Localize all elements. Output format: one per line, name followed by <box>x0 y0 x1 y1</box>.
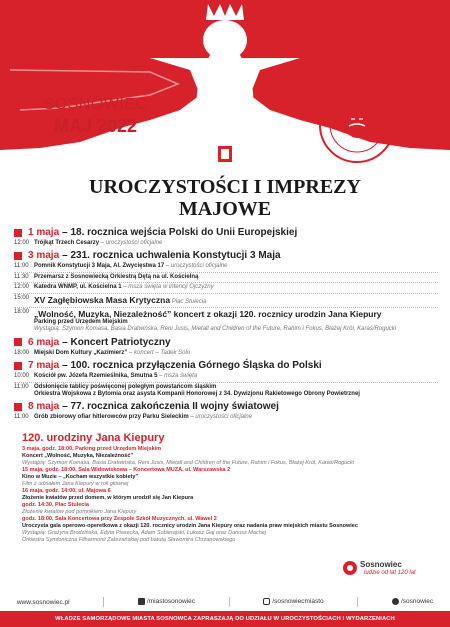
instagram-icon <box>263 598 270 605</box>
city-name: SOSNOWIEC <box>43 96 148 113</box>
day-heading: 7 maja – 100. rocznica przyłączenia Górnego Śląska do Polski <box>14 359 438 372</box>
day-heading: 8 maja – 77. rocznica zakończenia II wojny światowej <box>14 400 438 413</box>
bullet-square-icon <box>14 338 22 346</box>
social-links <box>0 595 450 609</box>
event-row: 12:00 Trójkąt Trzech Cesarzy – uroczystości oficjalne <box>14 240 163 246</box>
facebook-icon <box>138 598 145 605</box>
bottom-invitation-bar: WŁADZE SAMORZĄDOWE MIASTA SOSNOWCA ZAPRASZAJĄ DO UDZIAŁU W UROCZYSTOŚCIACH I WYDARZENIACH <box>0 611 450 627</box>
seal-badge <box>318 86 396 164</box>
twitter-link[interactable]: /sosnowiec <box>392 598 433 605</box>
event-row: 11:00 Grób zbiorowy ofiar hitlerowców przy Parku Sieleckim – uroczystości oficjalne <box>14 414 253 421</box>
event-row: 11:00 Odsłonięcie tablicy poświęconej poległym powstańcom śląskim Orkiestra Wojskowa z Bytomia oraz asysta Kompanii Honorowej z 34. Dywizjonu Rakietowego Obrony Powietrznej <box>14 383 360 398</box>
month-label: MAJ 2022 <box>53 116 138 136</box>
bullet-square-icon <box>14 403 22 411</box>
website-link[interactable]: www.sosnowiec.pl <box>16 598 70 606</box>
event-row: 10:00 Kościół pw. Józefa Rzemieślnika, Smutna 5 – msza święta <box>14 373 198 380</box>
twitter-icon <box>392 598 399 605</box>
events-list <box>14 224 438 423</box>
event-row: 15:00 XV Zagłębiowska Masa Krytyczna Plac Stulecia <box>14 294 207 305</box>
kiepury-item: godz. 18:00, Sala Koncertowa przy Zespole Szkół Muzycznych, ul. Wawel 2 Uroczysta gala operowo-operetkowa z okazji 120. rocznicy urodzin Jana Kiepury oraz nadania praw miejskich miastu Sosnowiec Wystąpią: Grażyna Brodzińska, Edyta Piasecka, Adam Sobierajski, Łukasz Gaj oraz Dariusz Machej Orkiestra Symfoniczna Filharmonii Zabrzańskiej pod batutą Sławomira Chrzanowskiego <box>22 516 358 543</box>
event-row: 11:30 Przemarsz z Sosnowiecką Orkiestrą Dętą na ul. Kościelną <box>14 273 199 280</box>
day-heading: 3 maja – 231. rocznica uchwalenia Konstytucji 3 Maja <box>14 249 438 262</box>
kiepury-item: 3 maja, godz. 18:00, Parking przed Urzędem Miejskim Koncert „Wolność, Muzyka, Niezależność” Wystąpią: Szymon Komasa, Basia Dratwińska, Reni Jusis, Mietall and Children of the Future, Rahim i Fokus, Błażej Król, Karaś/Rogucki <box>22 446 354 466</box>
kiepury-item: 16 maja, godz. 14:00, ul. Majowa 6 Złożenie kwiatów przed domem, w którym urodził się Jan Kiepura <box>22 488 194 501</box>
kiepury-item: 15 maja, godz. 18:00, Sala Widowiskowa – Koncertowa MUZA, ul. Warszawska 2 Kino w Muzie – „Kocham wszystkie kobiety” Film z udziałem Jana Kiepury w roli głównej <box>22 467 231 487</box>
kiepury-section <box>22 432 422 544</box>
page-title <box>40 176 410 220</box>
instagram-link[interactable]: /sosnowiecmiasto <box>263 598 323 605</box>
white-eagle-icon <box>150 0 300 168</box>
event-row: 18:00 Miejski Dom Kultury „Kazimierz” – koncert – Tadek Solo <box>14 349 191 356</box>
day-heading: 1 maja – 18. rocznica wejścia Polski do Unii Europejskiej <box>14 226 438 239</box>
event-row: 12:00 Katedra WNMP, ul. Kościelna 1 – msza święta w intencji Ojczyzny <box>14 284 214 291</box>
kiepury-item: godz. 14:30, Plac Stulecia Złożenie kwiatów pod pomnikiem Jana Kiepury <box>22 502 137 515</box>
bullet-square-icon <box>14 229 22 237</box>
city-logo-icon <box>342 560 358 576</box>
kiepury-heading: 120. urodziny Jana Kiepury <box>22 432 165 444</box>
event-row: 11:00 Pomnik Konstytucji 3 Maja, Al. Zwycięstwa 17 – uroczystości oficjalne <box>14 263 228 270</box>
bullet-square-icon <box>14 362 22 370</box>
sosnowiec-logo: Sosnowiec ludzie od lat 120 lat <box>342 558 432 582</box>
title-line-2: MAJOWE <box>178 198 272 220</box>
title-line-1: UROCZYSTOŚCI I IMPREZY <box>89 176 361 198</box>
event-row: 18:00 „Wolność, Muzyka, Niezależność” koncert z okazji 120. rocznicy urodzin Jana Kiepury Parking przed Urzędem Miejskim Wystąpią: Szymon Komasa, Basia Dratwińska, Reni Jusis, Mietall and Children of the Future, Rahim i Fokus, Błażej Król, Karaś/Rogucki <box>14 309 397 333</box>
facebook-link[interactable]: /miastosonowiec <box>138 598 195 605</box>
city-crest-icon <box>218 146 232 162</box>
day-heading: 6 maja – Koncert Patriotyczny <box>14 336 438 349</box>
bullet-square-icon <box>14 252 22 260</box>
